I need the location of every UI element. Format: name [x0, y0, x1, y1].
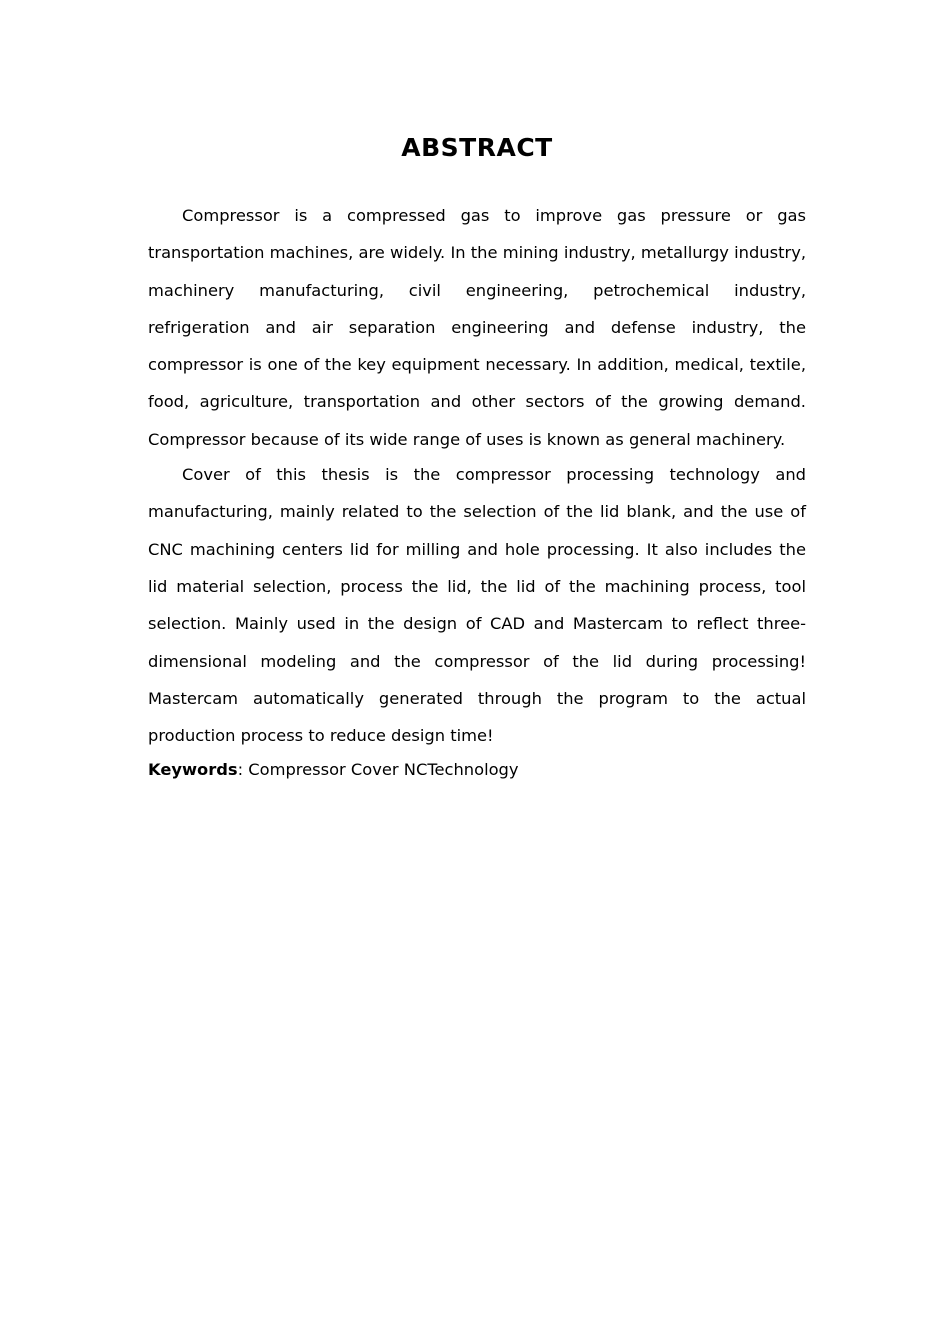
abstract-paragraph-2: Cover of this thesis is the compressor processing technology and manufacturing, mainly related to the selection of the lid blank, and the use of CNC machining centers lid for milling and hole processing. It also includes the lid material selection, process the lid, the lid of the machining process, tool selection. Mainly used in the design of CAD and Mastercam to reflect three-dimensional modeling and the compressor of the lid during processing! Mastercam automatically generated through the program to the actual production process to reduce design time!: [148, 465, 806, 746]
page-title: ABSTRACT: [401, 133, 553, 162]
abstract-paragraph-1: Compressor is a compressed gas to improve gas pressure or gas transportation machines, are widely. In the mining industry, metallurgy industry, machinery manufacturing, civil engineering, petrochemical industry, refrigeration and air separation engineering and defense industry, the compressor is one of the key equipment necessary. In addition, medical, textile, food, agriculture, transportation and other sectors of the growing demand. Compressor because of its wide range of uses is known as general machinery.: [148, 206, 806, 449]
keywords-label: Keywords: [148, 760, 238, 780]
keywords-line: [148, 754, 806, 786]
document-page: [148, 130, 806, 786]
keywords-value: : Compressor Cover NCTechnology: [237, 760, 519, 780]
